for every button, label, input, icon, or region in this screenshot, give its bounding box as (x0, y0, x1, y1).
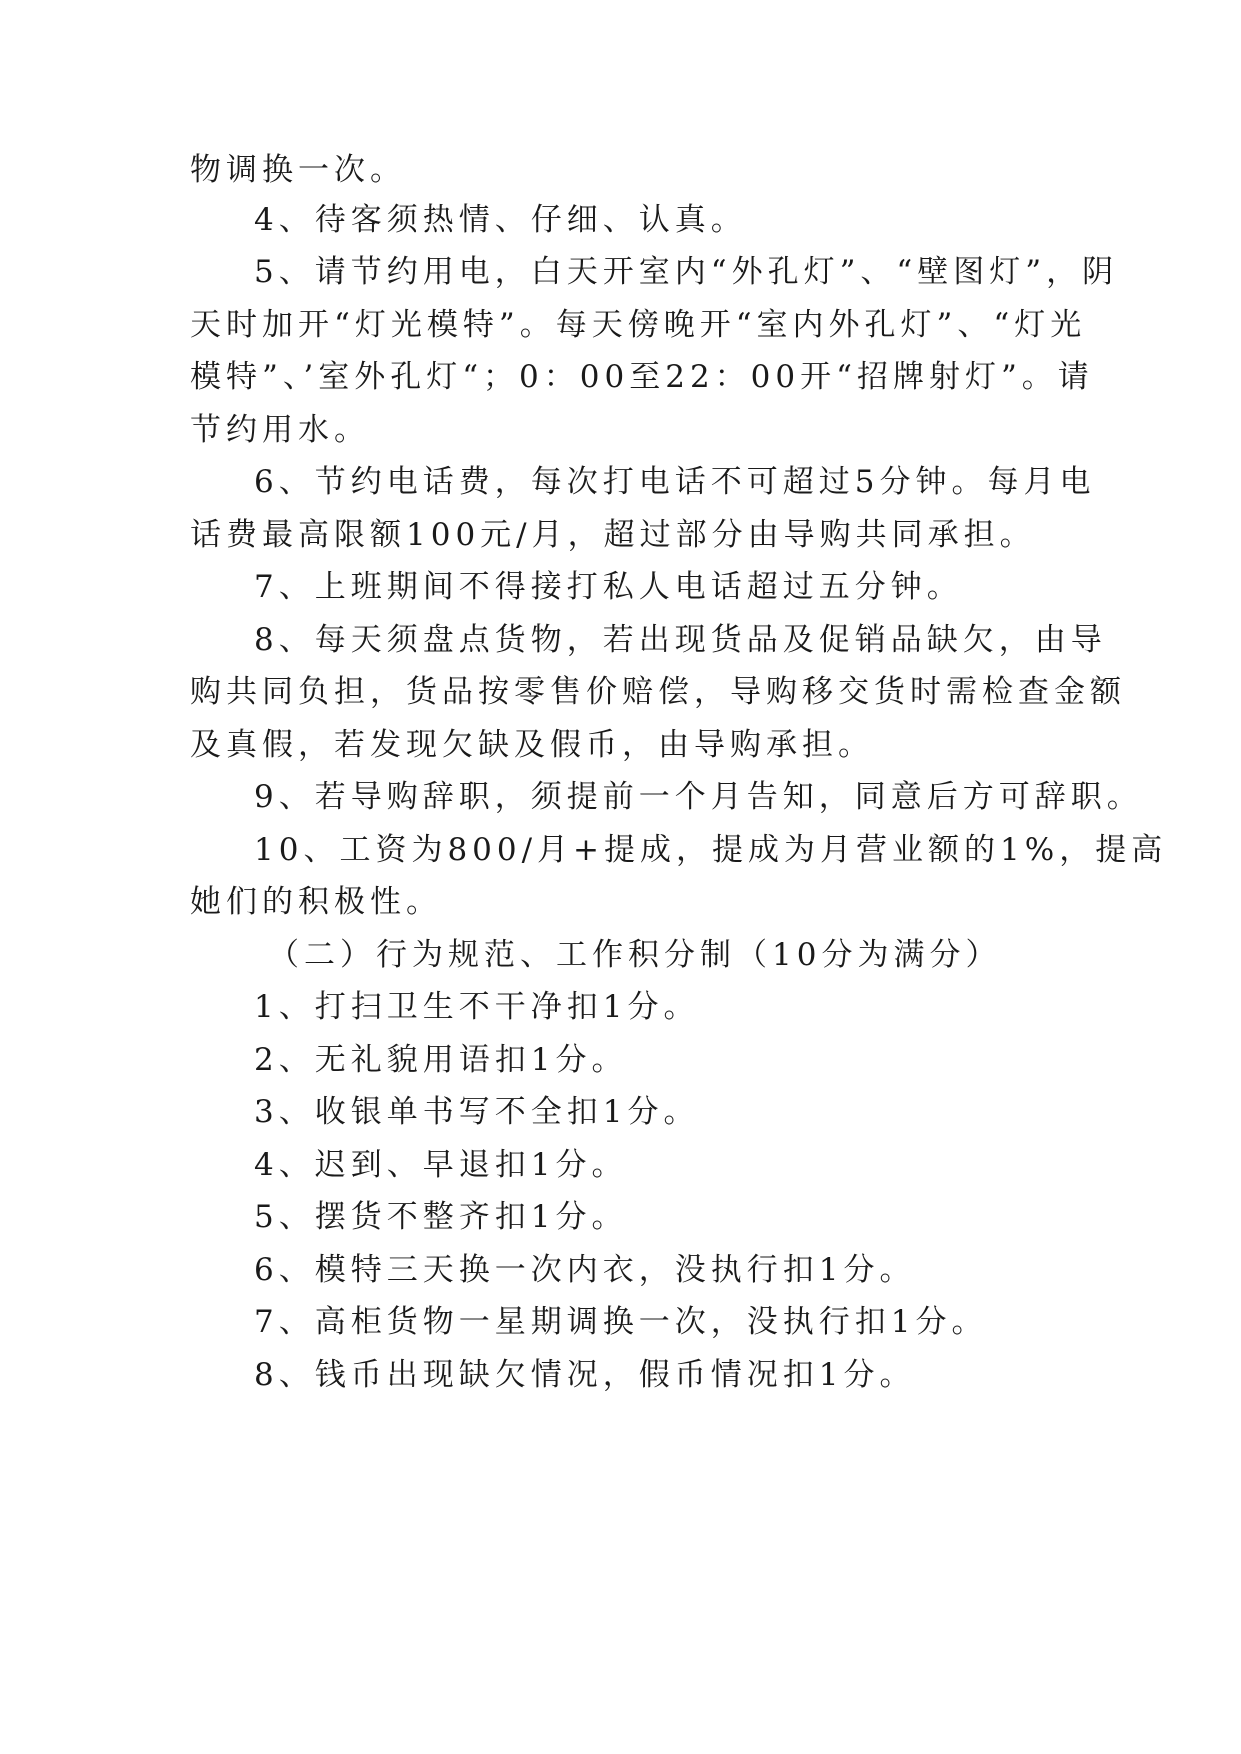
list-item: 5、摆货不整齐扣1分。 (254, 1199, 628, 1235)
text-line: 物调换一次。 (190, 152, 406, 188)
list-item: 4、迟到、早退扣1分。 (254, 1147, 628, 1183)
list-item: 5、请节约用电，白天开室内“外孔灯”、“壁图灯”，阴 (254, 254, 1119, 290)
text-line: 她们的积极性。 (190, 884, 442, 920)
text-line: 话费最高限额100元/月，超过部分由导购共同承担。 (190, 517, 1036, 553)
list-item: 2、无礼貌用语扣1分。 (254, 1042, 628, 1078)
text-line: 模特”、’室外孔灯“；0：00至22：00开“招牌射灯”。请 (190, 359, 1094, 395)
text-line: 天时加开“灯光模特”。每天傍晚开“室内外孔灯”、“灯光 (190, 307, 1087, 343)
list-item: 8、每天须盘点货物，若出现货品及促销品缺欠，由导 (254, 622, 1107, 658)
section-heading: （二）行为规范、工作积分制（10分为满分） (268, 937, 1002, 973)
list-item: 6、模特三天换一次内衣，没执行扣1分。 (254, 1252, 916, 1288)
list-item: 7、上班期间不得接打私人电话超过五分钟。 (254, 569, 963, 605)
text-line: 及真假，若发现欠缺及假币，由导购承担。 (190, 727, 874, 763)
text-line: 节约用水。 (190, 412, 370, 448)
list-item: 1、打扫卫生不干净扣1分。 (254, 989, 700, 1025)
list-item: 6、节约电话费，每次打电话不可超过5分钟。每月电 (254, 464, 1096, 500)
text-line: 购共同负担，货品按零售价赔偿，导购移交货时需检查金额 (190, 674, 1126, 710)
list-item: 8、钱币出现缺欠情况，假币情况扣1分。 (254, 1357, 916, 1393)
list-item: 9、若导购辞职，须提前一个月告知，同意后方可辞职。 (254, 779, 1143, 815)
list-item: 10、工资为800/月+提成，提成为月营业额的1%，提高 (254, 832, 1168, 868)
list-item: 4、待客须热情、仔细、认真。 (254, 202, 747, 238)
list-item: 3、收银单书写不全扣1分。 (254, 1094, 700, 1130)
list-item: 7、高柜货物一星期调换一次，没执行扣1分。 (254, 1304, 988, 1340)
